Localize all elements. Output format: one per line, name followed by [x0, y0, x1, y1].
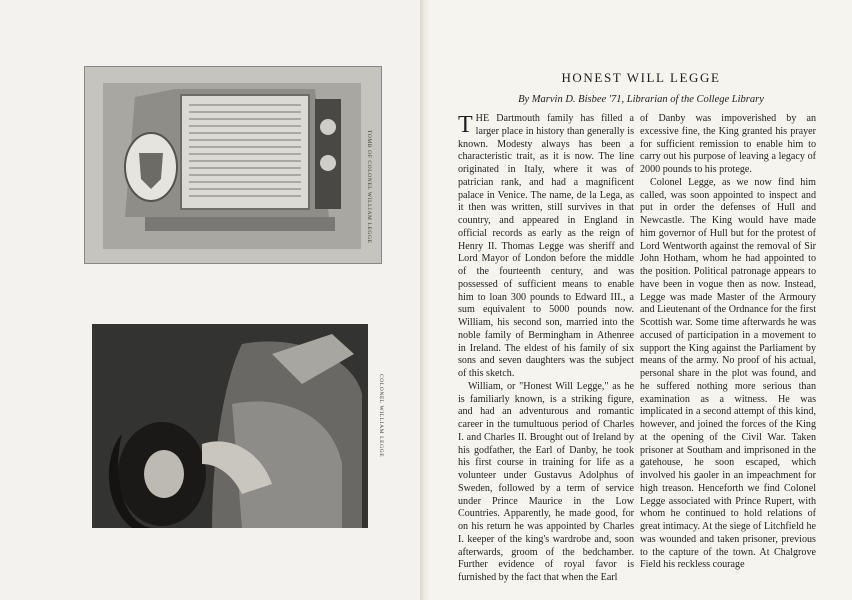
paragraph: Colonel Legge, as we now find him called, was soon appointed to inspect and put in order the defenses of Hull and Newcastle. The King would have made him governor of Hull but for the protest of Lord Wentworth against the removal of Sir John Hotham, whom he had appointed to the position. Political patronage appears to have been in vogue then as now. Instead, Legge was made Master of the Armoury and Lieutenant of the Ordnance for the first Scottish war. Some time afterwards he was accused of participation in a movement to support the King against the Parliament by means of the army. No proof of his actual, personal share in the plot was found, and he suffered nothing more serious than examination as a witness. He was implicated in a second attempt of this kind, however, and joined the forces of the King at the opening of the Civil War. Taken prisoner at Southam and imprisoned in the gatehouse, he soon escaped, which involved his gaoler in an impeachment for high treason. Henceforth we find Colonel Legge associated with Prince Rupert, with whom he continued to hold relations of great intimacy. At the siege of Litchfield he was wounded and taken prisoner, previous to the capture of the town. At Chalgrove Field his reckless courage	[640, 176, 816, 571]
tomb-illustration	[85, 67, 381, 263]
tomb-photo-plate	[84, 66, 382, 264]
paragraph: William, or "Honest Will Legge," as he is familiarly known, is a striking figure, and had an adventurous and romantic career in the tumultuous period of Charles I. and Charles II. Brought out of Ireland by his godfather, the Earl of Danby, he took his first course in training for life as a volunteer under Gustavus Adolphus of Sweden, followed by a term of service under Prince Maurice in the Low Countries. Apparently, he made good, for on his return he was appointed by Charles I. keeper of the king's wardrobe and, soon afterwards, groom of the bedchamber. Further evidence of royal favor is furnished by the fact that when the Earl	[458, 380, 634, 583]
paragraph: of Danby was impoverished by an excessive fine, the King granted his prayer for sufficient remission to enable him to carry out his purpose of leaving a legacy of 2000 pounds to his protege.	[640, 113, 816, 175]
paragraph	[458, 113, 634, 381]
article-column-2	[640, 113, 816, 572]
article-column-1	[458, 113, 634, 585]
portrait-illustration	[92, 324, 368, 528]
drop-cap: T	[458, 112, 473, 138]
article-byline: By Marvin D. Bisbee '71, Librarian of the College Library	[518, 94, 764, 105]
tomb-plate-caption: TOMB OF COLONEL WILLIAM LEGGE	[366, 130, 372, 244]
portrait-photo-plate	[92, 324, 368, 528]
portrait-plate-caption: COLONEL WILLIAM LEGGE	[378, 374, 384, 458]
article-title: HONEST WILL LEGGE	[561, 70, 721, 85]
paragraph-text: HE Dartmouth family has filled a larger place in history than generally is known. Modesty always has been a characteristic trait, as it is now. The line originated in Italy, where it was of patrician rank, and had a magnificent palace in Venice. The name, de la Lega, as it then was written, still survives in that country, and appeared in England in official records as early as the reign of Henry II. Thomas Legge was sheriff and Lord Mayor of London before the middle of the fourteenth century, and was possessed of sufficient means to enable him to loan 300 pounds to Edward III., a sum equivalent to 5000 pounds now. William, his second son, married into the noble family of Bermingham in Athenree in Ireland. The eldest of his family of six sons and seven daughters was the subject of this sketch.	[458, 113, 634, 379]
book-gutter	[420, 0, 430, 600]
